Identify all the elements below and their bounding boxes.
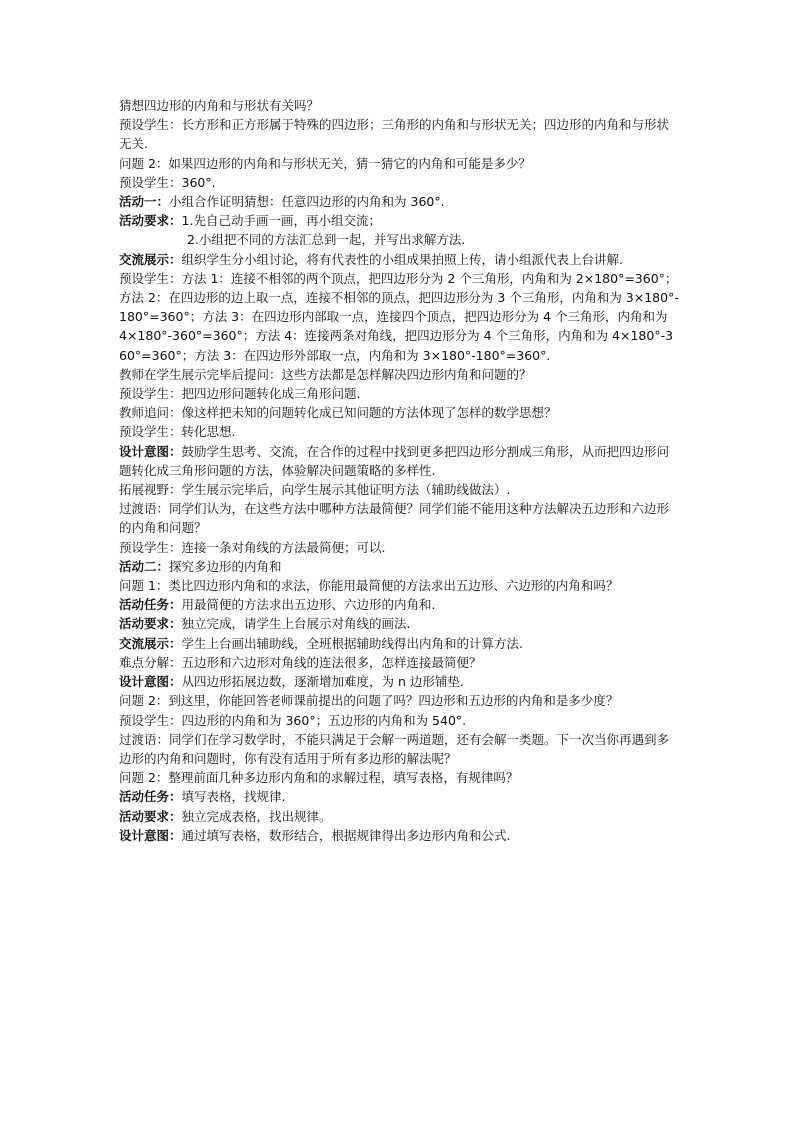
paragraph-text: 鼓励学生思考、交流，在合作的过程中找到更多把四边形分割成三角形，从而把四边形问题转化成三角形问题的方法，体验解决问题策略的多样性. [119, 443, 670, 478]
bold-label: 交流展示： [119, 635, 182, 651]
paragraph-text: 2.小组把不同的方法汇总到一起，并写出求解方法. [187, 232, 466, 248]
paragraph [119, 115, 679, 153]
paragraph-text: 从四边形拓展边数，逐渐增加难度，为 n 边形铺垫. [181, 674, 464, 690]
paragraph [119, 614, 679, 633]
paragraph [119, 403, 679, 422]
paragraph-text: 预设学生：四边形的内角和为 360°；五边形的内角和为 540°. [119, 712, 467, 728]
paragraph-text: 独立完成，请学生上台展示对角线的画法. [181, 616, 411, 632]
bold-label: 活动任务： [119, 597, 182, 613]
document-page [119, 96, 679, 845]
paragraph-text: 预设学生：长方形和正方形属于特殊的四边形；三角形的内角和与形状无关；四边形的内角和与形状无关. [119, 117, 670, 152]
bold-label: 活动要求： [119, 808, 182, 824]
paragraph-text: 过渡语：同学们在学习数学时，不能只满足于会解一两道题，还有会解一类题。下一次当你再遇到多边形的内角和问题时，你有没有适用于所有多边形的解法呢？ [119, 731, 670, 766]
paragraph-text: 猜想四边形的内角和与形状有关吗？ [119, 98, 320, 113]
paragraph-text: 预设学生：转化思想. [119, 424, 236, 440]
paragraph-text: 小组合作证明猜想：任意四边形的内角和为 360°. [169, 194, 445, 210]
paragraph [119, 96, 679, 115]
paragraph [119, 576, 679, 595]
paragraph-text: 预设学生：360°. [119, 174, 216, 190]
paragraph-text: 通过填写表格，数形结合，根据规律得出多边形内角和公式. [181, 827, 511, 843]
paragraph [119, 250, 679, 269]
bold-label: 设计意图： [119, 674, 182, 690]
paragraph-text: 预设学生：连接一条对角线的方法最简便；可以. [119, 539, 386, 555]
paragraph-text: 问题 2：整理前面几种多边形内角和的求解过程，填写表格，有规律吗？ [119, 770, 519, 786]
paragraph-text: 独立完成表格，找出规律。 [181, 808, 332, 824]
paragraph [119, 422, 679, 441]
paragraph [119, 192, 679, 211]
paragraph-text: 学生上台画出辅助线，全班根据辅助线得出内角和的计算方法. [181, 635, 523, 651]
paragraph [119, 499, 679, 537]
bold-label: 设计意图： [119, 827, 182, 843]
paragraph-text: 问题 1：类比四边形内角和的求法，你能用最简便的方法求出五边形、六边形的内角和吗？ [119, 578, 619, 594]
paragraph [119, 538, 679, 557]
paragraph-text: 问题 2：到这里，你能回答老师课前提出的问题了吗？四边形和五边形的内角和是多少度？ [119, 693, 619, 709]
paragraph-text: 过渡语：同学们认为，在这些方法中哪种方法最简便？同学们能不能用这种方法解决五边形和六边形的内角和问题？ [119, 501, 670, 536]
bold-label: 活动任务： [119, 789, 182, 805]
paragraph [119, 691, 679, 710]
paragraph [119, 787, 679, 806]
paragraph [119, 384, 679, 403]
paragraph-text: 预设学生：方法 1：连接不相邻的两个顶点，把四边形分为 2 个三角形，内角和为 2×180°=360°；方法 2：在四边形的边上取一点，连接不相邻的顶点，把四边形分为 3 个三角形，内角和为 3×180°-180°=360°；方法 3：在四边形内部取一点，连接四个顶点，把四边形分为 4 个三角形，内角和为 4×180°-360°=360°；方法 4：连接两条对角线，把四边形分为 4 个三角形，内角和为 4×180°-360°=360°；方法 3：在四边形外部取一点，内角和为 3×180°-180°=360°. [119, 270, 679, 363]
paragraph-text: 探究多边形的内角和 [169, 558, 282, 574]
paragraph-text: 1.先自己动手画一画，再小组交流； [181, 213, 381, 229]
paragraph-text: 拓展视野：学生展示完毕后，向学生展示其他证明方法（辅助线做法）. [119, 482, 511, 498]
paragraph [119, 480, 679, 499]
paragraph [119, 173, 679, 192]
paragraph [119, 211, 679, 230]
paragraph [119, 557, 679, 576]
paragraph [119, 730, 679, 768]
paragraph-text: 预设学生：把四边形问题转化成三角形问题. [119, 386, 361, 402]
paragraph-text: 教师追问：像这样把未知的问题转化成已知问题的方法体现了怎样的数学思想？ [119, 405, 557, 421]
paragraph-text: 问题 2：如果四边形的内角和与形状无关，猜一猜它的内角和可能是多少？ [119, 155, 531, 171]
paragraph-text: 组织学生分小组讨论，将有代表性的小组成果拍照上传，请小组派代表上台讲解. [181, 251, 623, 267]
bold-label: 设计意图： [119, 443, 182, 459]
paragraph [119, 365, 679, 384]
paragraph [119, 711, 679, 730]
paragraph [119, 807, 679, 826]
paragraph-text: 难点分解：五边形和六边形对角线的连法很多，怎样连接最简便？ [119, 654, 482, 670]
paragraph [119, 672, 679, 691]
paragraph-text: 用最简便的方法求出五边形、六边形的内角和. [181, 597, 436, 613]
paragraph [119, 768, 679, 787]
paragraph [119, 653, 679, 672]
bold-label: 交流展示： [119, 251, 182, 267]
paragraph [119, 634, 679, 653]
paragraph [119, 269, 679, 365]
paragraph [119, 230, 679, 249]
paragraph-text: 教师在学生展示完毕后提问：这些方法都是怎样解决四边形内角和问题的？ [119, 366, 532, 382]
paragraph-text: 填写表格，找规律. [181, 789, 286, 805]
paragraph [119, 826, 679, 845]
bold-label: 活动要求： [119, 213, 182, 229]
paragraph [119, 154, 679, 173]
bold-label: 活动一： [119, 194, 170, 210]
bold-label: 活动要求： [119, 616, 182, 632]
bold-label: 活动二： [119, 558, 170, 574]
paragraph [119, 595, 679, 614]
paragraph [119, 442, 679, 480]
